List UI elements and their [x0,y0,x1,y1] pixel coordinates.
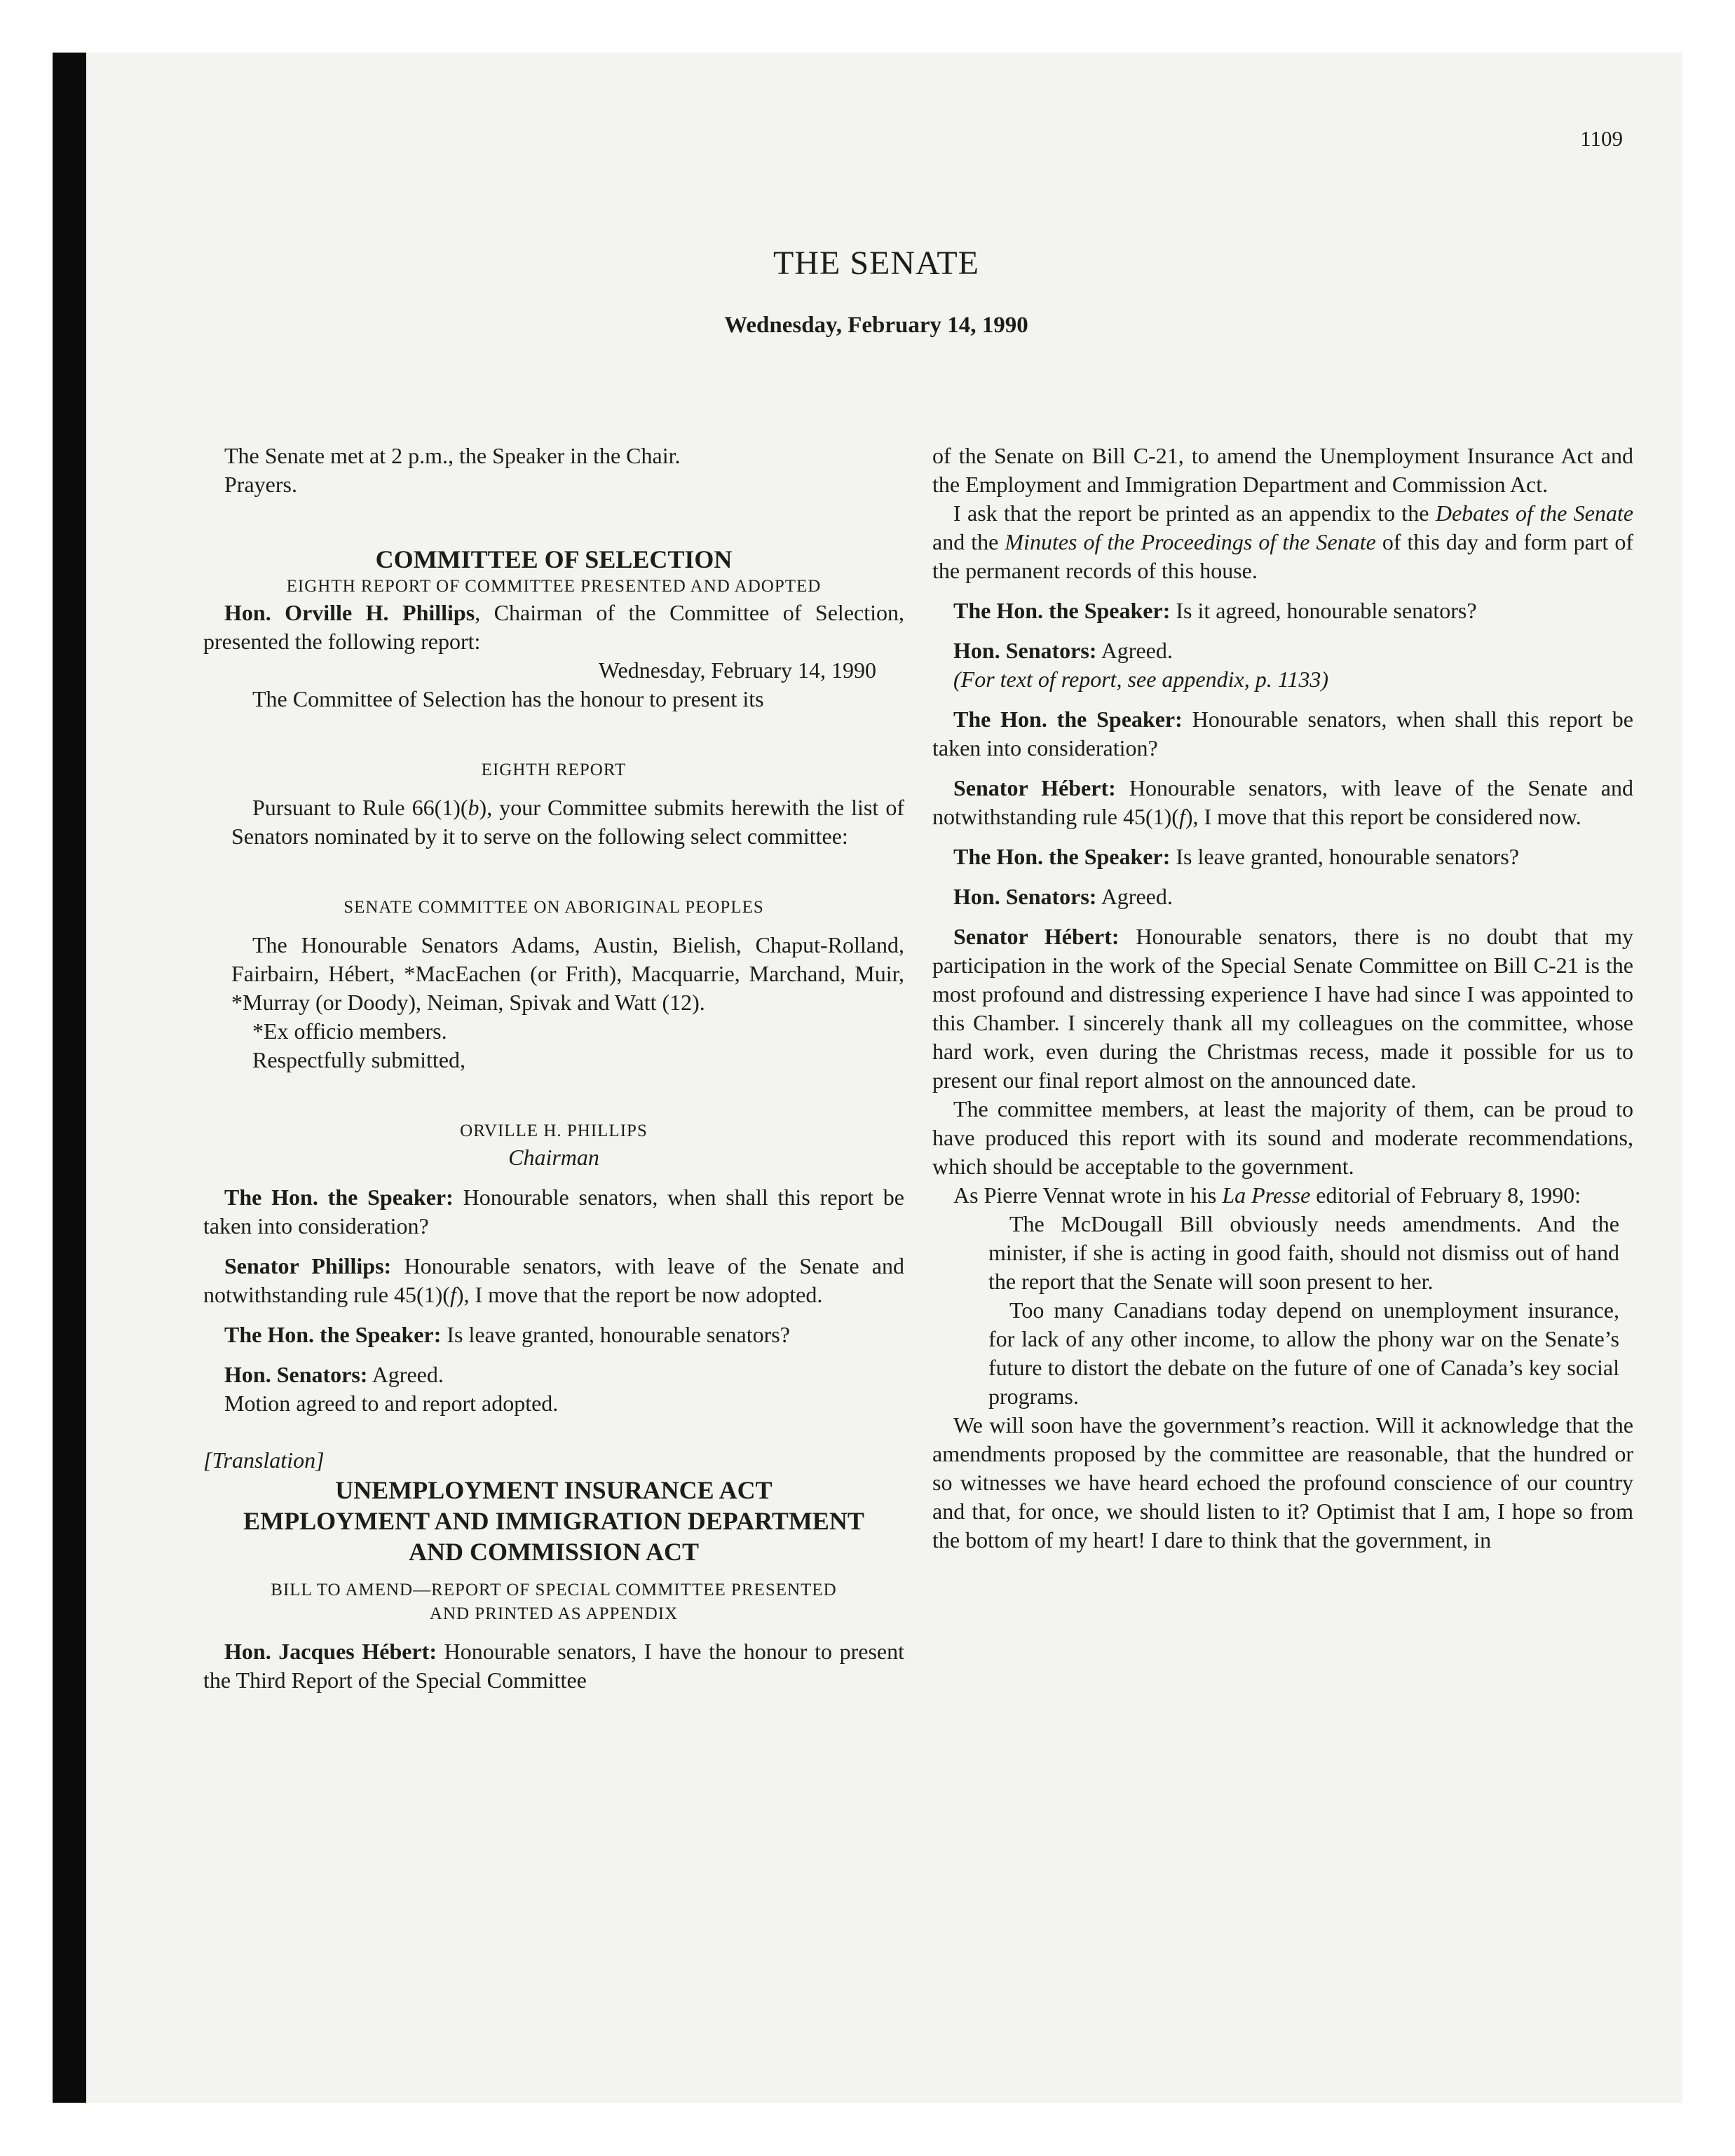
speaker-consideration-question: The Hon. the Speaker: Honourable senators, when shall this report be taken into consideration? [932,707,1634,760]
committee-of-selection-heading: COMMITTEE OF SELECTION [375,545,733,573]
right-column [932,442,1633,1555]
page-number: 1109 [1580,126,1623,151]
speaker-agreed-question: The Hon. the Speaker: Is it agreed, honourable senators? [953,598,1477,623]
senators-list: The Honourable Senators Adams, Austin, Bielish, Chaput-Rolland, Fairbairn, Hébert, *MacEachen (or Frith), Macquarrie, Marchand, Muir, *Murray (or Doody), Neiman, Spivak and Watt (12). [231,932,904,1015]
bill-subheading-line1: BILL TO AMEND—REPORT OF SPECIAL COMMITTEE PRESENTED [271,1581,837,1599]
quote-paragraph-2: Too many Canadians today depend on unemployment insurance, for lack of any other income, to allow the phony war on the Senate’s future to distort the debate on the future of one of Canada’s key social programs. [988,1297,1619,1409]
bill-subheading-line2: AND PRINTED AS APPENDIX [429,1604,679,1623]
ui-act-heading-line1: UNEMPLOYMENT INSURANCE ACT [335,1476,773,1504]
appendix-request: I ask that the report be printed as an appendix to the Debates of the Senate and the Minutes of the Proceedings of the Senate of this day and form part of the permanent records of this house. [932,500,1634,583]
hebert-motion: Senator Hébert: Honourable senators, with leave of the Senate and notwithstanding rule 45(1)(f), I move that this report be considered now. [932,775,1634,829]
senators-agreed-right-2: Hon. Senators: Agreed. [953,884,1173,909]
bill-continuation: of the Senate on Bill C-21, to amend the Unemployment Insurance Act and the Employment and Immigration Department and Commission Act. [932,443,1633,497]
vennat-intro: As Pierre Vennat wrote in his La Presse editorial of February 8, 1990: [953,1182,1581,1208]
senators-agreed-right: Hon. Senators: Agreed. [953,638,1173,663]
prayers-paragraph: Prayers. [224,472,297,497]
committee-members-paragraph: The committee members, at least the majority of them, can be proud to have produced this report with its sound and moderate recommendations, which should be acceptable to the government. [932,1096,1633,1179]
hebert-presentation: Hon. Jacques Hébert: Honourable senators, I have the honour to present the Third Report of the Special Committee [203,1639,905,1693]
phillips-motion: Senator Phillips: Honourable senators, with leave of the Senate and notwithstanding rule 45(1)(f), I move that the report be now adopted. [203,1253,905,1307]
ex-officio-note: *Ex officio members. [252,1018,447,1044]
speech-text: , Chairman of the Committee of Selection, presented the following report: [203,600,905,654]
signer-name: ORVILLE H. PHILLIPS [460,1121,648,1140]
report-heading: EIGHTH REPORT [481,760,627,779]
senators-agreed: Hon. Senators: Agreed. [224,1362,444,1387]
translation-marker: [Translation] [203,1447,325,1473]
page-title: THE SENATE [773,245,979,282]
ui-act-heading-line3: AND COMMISSION ACT [408,1538,700,1566]
ui-act-heading-line2: EMPLOYMENT AND IMMIGRATION DEPARTMENT [243,1507,864,1535]
speaker-name: Hon. Orville H. Phillips [224,600,475,625]
hebert-speech: Senator Hébert: Honourable senators, there is no doubt that my participation in the work of the Special Senate Committee on Bill C-21 is the most profound and distressing experience I have had since I was appointed to this Chamber. I sincerely thank all my colleagues on the committee, whose hard work, even during the Christmas recess, made it possible for us to present our final report almost on the announced date. [932,924,1634,1093]
motion-adopted: Motion agreed to and report adopted. [224,1391,559,1416]
phillips-presentation [203,599,904,656]
aboriginal-committee-heading: SENATE COMMITTEE ON ABORIGINAL PEOPLES [343,898,764,917]
speaker-leave-question-right: The Hon. the Speaker: Is leave granted, honourable senators? [953,844,1519,869]
appendix-note: (For text of report, see appendix, p. 1133) [953,667,1328,692]
left-column [203,442,904,1695]
rule-paragraph: Pursuant to Rule 66(1)(b), your Committee submits herewith the list of Senators nominated by it to serve on the following select committee: [231,795,904,849]
report-date: Wednesday, February 14, 1990 [598,657,876,683]
signer-title: Chairman [508,1145,599,1170]
opening-paragraph: The Senate met at 2 p.m., the Speaker in the Chair. [224,443,681,468]
respectfully-submitted: Respectfully submitted, [252,1047,465,1072]
speaker-leave-question: The Hon. the Speaker: Is leave granted, honourable senators? [224,1322,790,1347]
government-reaction-paragraph: We will soon have the government’s reaction. Will it acknowledge that the amendments proposed by the committee are reasonable, that the hundred or so witnesses we have heard echoed the profound conscience of our country and that, for once, we should listen to it? Optimist that I am, I hope so from the bottom of my heart! I dare to think that the government, in [932,1412,1633,1553]
eighth-report-subheading: EIGHTH REPORT OF COMMITTEE PRESENTED AND ADOPTED [286,577,822,596]
speaker-statement: The Hon. the Speaker: Honourable senators, when shall this report be taken into consideration? [203,1185,905,1239]
report-intro: The Committee of Selection has the honour to present its [252,686,764,711]
sitting-date: Wednesday, February 14, 1990 [724,313,1028,338]
binding-edge [53,53,86,2103]
quote-paragraph-1: The McDougall Bill obviously needs amendments. And the minister, if she is acting in good faith, should not dismiss out of hand the report that the Senate will soon present to her. [988,1211,1619,1294]
